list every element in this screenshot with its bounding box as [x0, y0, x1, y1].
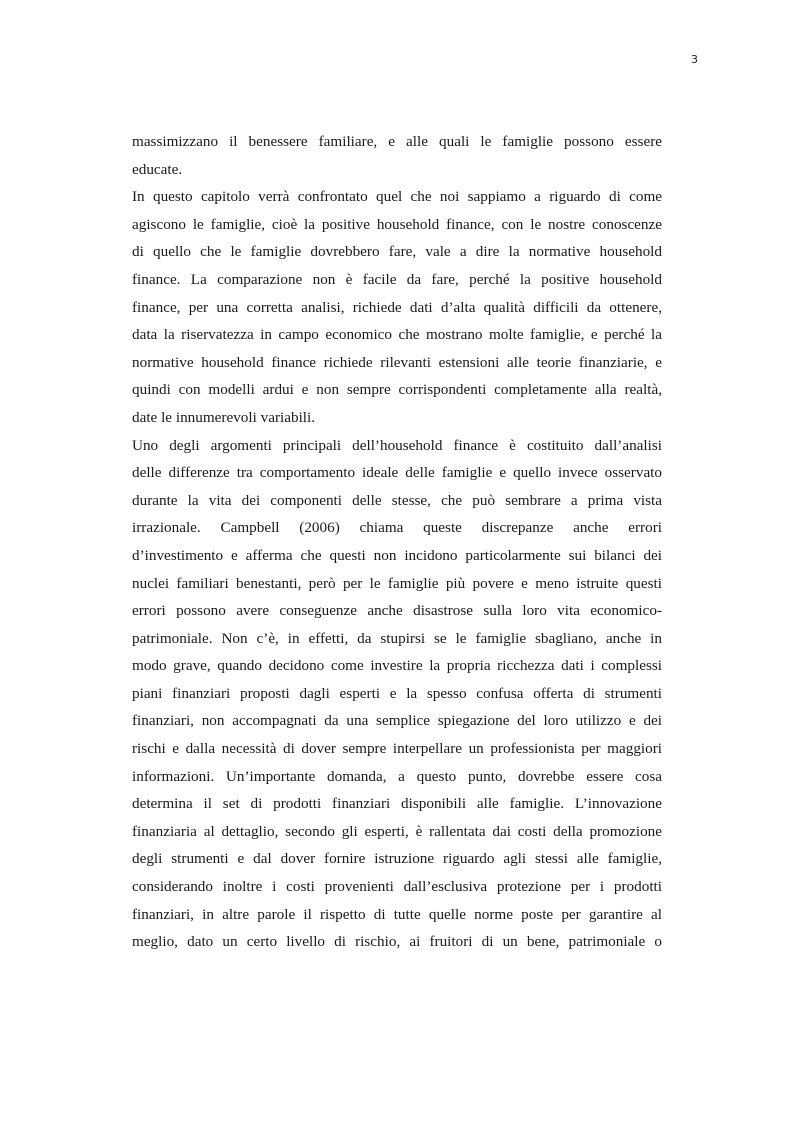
text-line: determina il set di prodotti finanziari disponibili alle famiglie. L’innovazione: [132, 795, 662, 813]
text-line: meglio, dato un certo livello di rischio, ai fruitori di un bene, patrimoniale o: [132, 933, 662, 951]
text-line: finance. La comparazione non è facile da fare, perché la positive household: [132, 270, 662, 288]
text-line: considerando inoltre i costi provenienti dall’esclusiva protezione per i prodotti: [132, 878, 662, 896]
text-line: educate.: [132, 160, 183, 178]
text-line: d’investimento e afferma che questi non incidono particolarmente sui bilanci dei: [132, 546, 662, 564]
page-number: 3: [691, 53, 698, 66]
text-line: finance, per una corretta analisi, richiede dati d’alta qualità difficili da ottenere,: [132, 298, 662, 316]
text-line: finanziari, in altre parole il rispetto di tutte quelle norme poste per garantire al: [132, 905, 662, 923]
text-line: date le innumerevoli variabili.: [132, 408, 316, 426]
text-line: agiscono le famiglie, cioè la positive household finance, con le nostre conoscenze: [132, 215, 662, 233]
text-line: quindi con modelli ardui e non sempre corrispondenti completamente alla realtà,: [132, 381, 662, 399]
text-line: delle differenze tra comportamento ideale delle famiglie e quello invece osservato: [132, 464, 662, 482]
text-line: degli strumenti e dal dover fornire istruzione riguardo agli stessi alle famiglie,: [132, 850, 662, 868]
text-line: piani finanziari proposti dagli esperti e la spesso confusa offerta di strumenti: [132, 684, 662, 702]
text-line: normative household finance richiede rilevanti estensioni alle teorie finanziarie, e: [132, 353, 662, 371]
text-line: Uno degli argomenti principali dell’household finance è costituito dall’analisi: [132, 436, 662, 454]
text-line: modo grave, quando decidono come investire la propria ricchezza dati i complessi: [132, 657, 662, 675]
text-line: irrazionale. Campbell (2006) chiama queste discrepanze anche errori: [132, 519, 662, 537]
text-line: nuclei familiari benestanti, però per le famiglie più povere e meno istruite questi: [132, 574, 662, 592]
text-line: errori possono avere conseguenze anche disastrose sulla loro vita economico-: [132, 602, 662, 620]
text-line: finanziari, non accompagnati da una semplice spiegazione del loro utilizzo e dei: [132, 712, 662, 730]
text-line: massimizzano il benessere familiare, e alle quali le famiglie possono essere: [132, 133, 662, 150]
text-line: patrimoniale. Non c’è, in effetti, da stupirsi se le famiglie sbagliano, anche in: [132, 629, 662, 647]
text-line: di quello che le famiglie dovrebbero fare, vale a dire la normative household: [132, 243, 662, 261]
text-line: rischi e dalla necessità di dover sempre interpellare un professionista per maggiori: [132, 740, 662, 758]
text-line: data la riservatezza in campo economico che mostrano molte famiglie, e perché la: [132, 326, 662, 344]
text-line: finanziaria al dettaglio, secondo gli esperti, è rallentata dai costi della promozione: [132, 822, 662, 840]
text-line: In questo capitolo verrà confrontato quel che noi sappiamo a riguardo di come: [132, 188, 662, 206]
text-line: informazioni. Un’importante domanda, a questo punto, dovrebbe essere cosa: [132, 767, 662, 785]
text-line: durante la vita dei componenti delle stesse, che può sembrare a prima vista: [132, 491, 662, 509]
body-text: [132, 128, 662, 956]
